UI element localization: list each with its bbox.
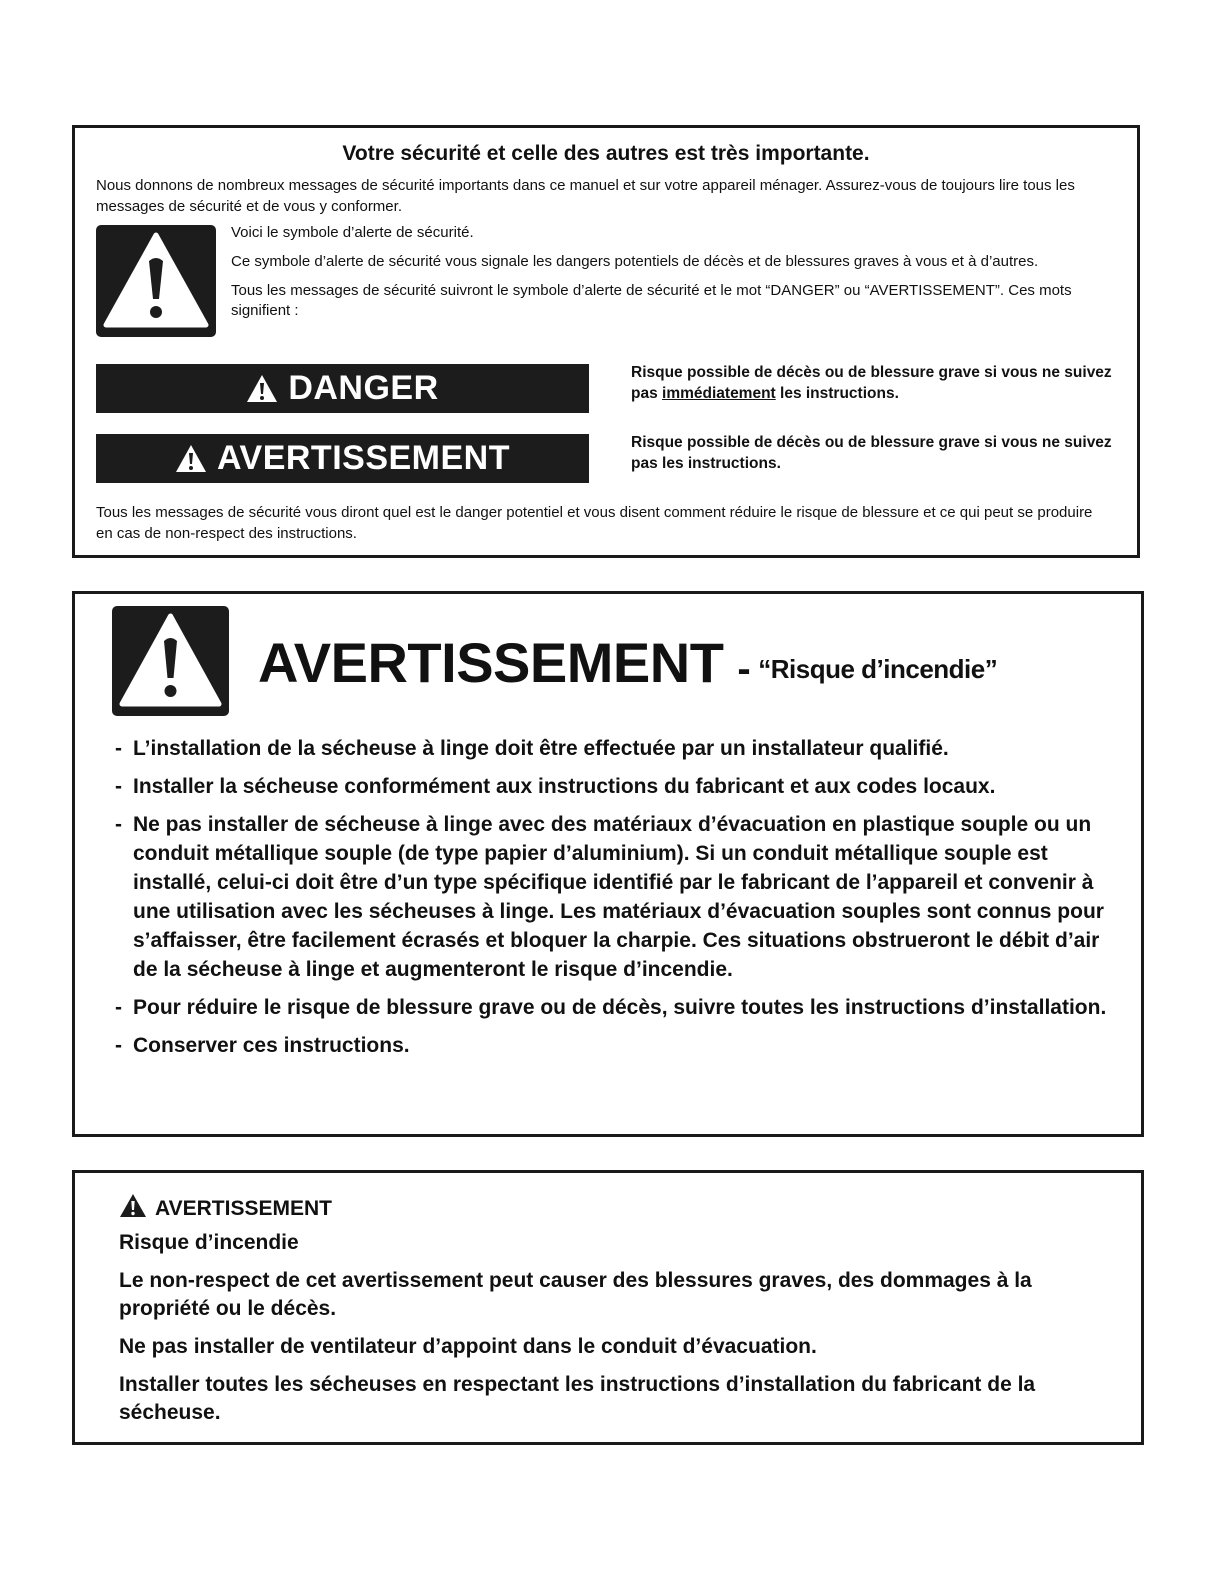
warning-triangle-icon (119, 1193, 147, 1224)
bullet-dash: - (115, 813, 122, 836)
warning-label: AVERTISSEMENT (216, 439, 510, 477)
list-item-text: Pour réduire le risque de blessure grave ou de décès, suivre toutes les instructions d’installation. (133, 996, 1107, 1019)
bullet-dash: - (115, 996, 122, 1019)
warning-banner (96, 434, 589, 483)
danger-banner (96, 364, 589, 413)
warning-line: Risque d’incendie (119, 1231, 299, 1254)
bullet-dash: - (115, 737, 122, 760)
list-item-text: Installer la sécheuse conformément aux instructions du fabricant et aux codes locaux. (133, 775, 996, 798)
list-item (115, 734, 1115, 763)
booster-fan-warning-box (72, 1170, 1144, 1445)
bullet-dash: - (115, 775, 122, 798)
symbol-line: Tous les messages de sécurité suivront le symbole d’alerte de sécurité et le mot “DANGER” ou “AVERTISSEMENT”. Ces mots signifient : (231, 282, 1072, 319)
danger-description (631, 362, 1131, 404)
fire-risk-warning-box (72, 591, 1144, 1137)
fire-warning-heading (258, 630, 997, 695)
danger-label: DANGER (288, 369, 439, 407)
warning-line: Installer toutes les sécheuses en respectant les instructions d’installation du fabricant de la sécheuse. (119, 1373, 1036, 1424)
danger-desc-emphasis: immédiatement (662, 385, 776, 402)
list-item (115, 772, 1115, 801)
warning-line: Ne pas installer de ventilateur d’appoint dans le conduit d’évacuation. (119, 1335, 817, 1358)
safety-title: Votre sécurité et celle des autres est très importante. (342, 142, 870, 165)
bullet-dash: - (115, 1034, 122, 1057)
heading-dash: - (737, 647, 751, 691)
safety-outro-text: Tous les messages de sécurité vous diront quel est le danger potentiel et vous disent comment réduire le risque de blessure et ce qui peut se produire en cas de non-respect des instructions. (96, 504, 1093, 542)
booster-warning-label: AVERTISSEMENT (155, 1196, 332, 1220)
danger-desc-text: Risque possible de décès ou de blessure grave si vous ne suivez pas (631, 364, 1112, 402)
symbol-explanation (231, 223, 1097, 330)
symbol-line: Voici le symbole d’alerte de sécurité. (231, 224, 474, 241)
warning-triangle-icon (112, 606, 229, 716)
warning-triangle-icon (246, 374, 278, 403)
warning-line: Le non-respect de cet avertissement peut causer des blessures graves, des dommages à la propriété ou le décès. (119, 1269, 1032, 1320)
warning-description: Risque possible de décès ou de blessure grave si vous ne suivez pas les instructions. (631, 434, 1112, 472)
list-item (115, 993, 1115, 1022)
warning-heading-word: AVERTISSEMENT (258, 631, 724, 694)
warning-triangle-icon (175, 444, 207, 473)
safety-intro-box (72, 125, 1140, 558)
booster-warning-header (119, 1193, 332, 1224)
booster-warning-text (119, 1229, 1111, 1437)
safety-intro-text: Nous donnons de nombreux messages de sécurité importants dans ce manuel et sur votre appareil ménager. Assurez-vous de toujours lire tous les messages de sécurité et de vous y conformer. (96, 177, 1075, 215)
fire-warning-list (115, 734, 1115, 1069)
list-item-text: L’installation de la sécheuse à linge doit être effectuée par un installateur qualifié. (133, 737, 949, 760)
list-item (115, 1031, 1115, 1060)
list-item (115, 810, 1115, 984)
list-item-text: Conserver ces instructions. (133, 1034, 410, 1057)
fire-warning-subheading: “Risque d’incendie” (758, 654, 998, 684)
symbol-line: Ce symbole d’alerte de sécurité vous signale les dangers potentiels de décès et de blessures graves à vous et à d’autres. (231, 253, 1039, 270)
danger-desc-text: les instructions. (775, 385, 899, 402)
list-item-text: Ne pas installer de sécheuse à linge avec des matériaux d’évacuation en plastique souple ou un conduit métallique souple (de type papier d’aluminium). Si un conduit métallique souple est installé, celui-ci doit être d’un type spécifique identifié par le fabricant de l’appareil et convenir à une utilisation avec les sécheuses à linge. Les matériaux d’évacuation souples sont connus pour s’affaisser, être facilement écrasés et bloquer la charpie. Ces situations obstrueront le débit d’air de la sécheuse à linge et augmenteront le risque d’incendie. (133, 813, 1104, 981)
safety-alert-symbol-icon (96, 225, 216, 337)
